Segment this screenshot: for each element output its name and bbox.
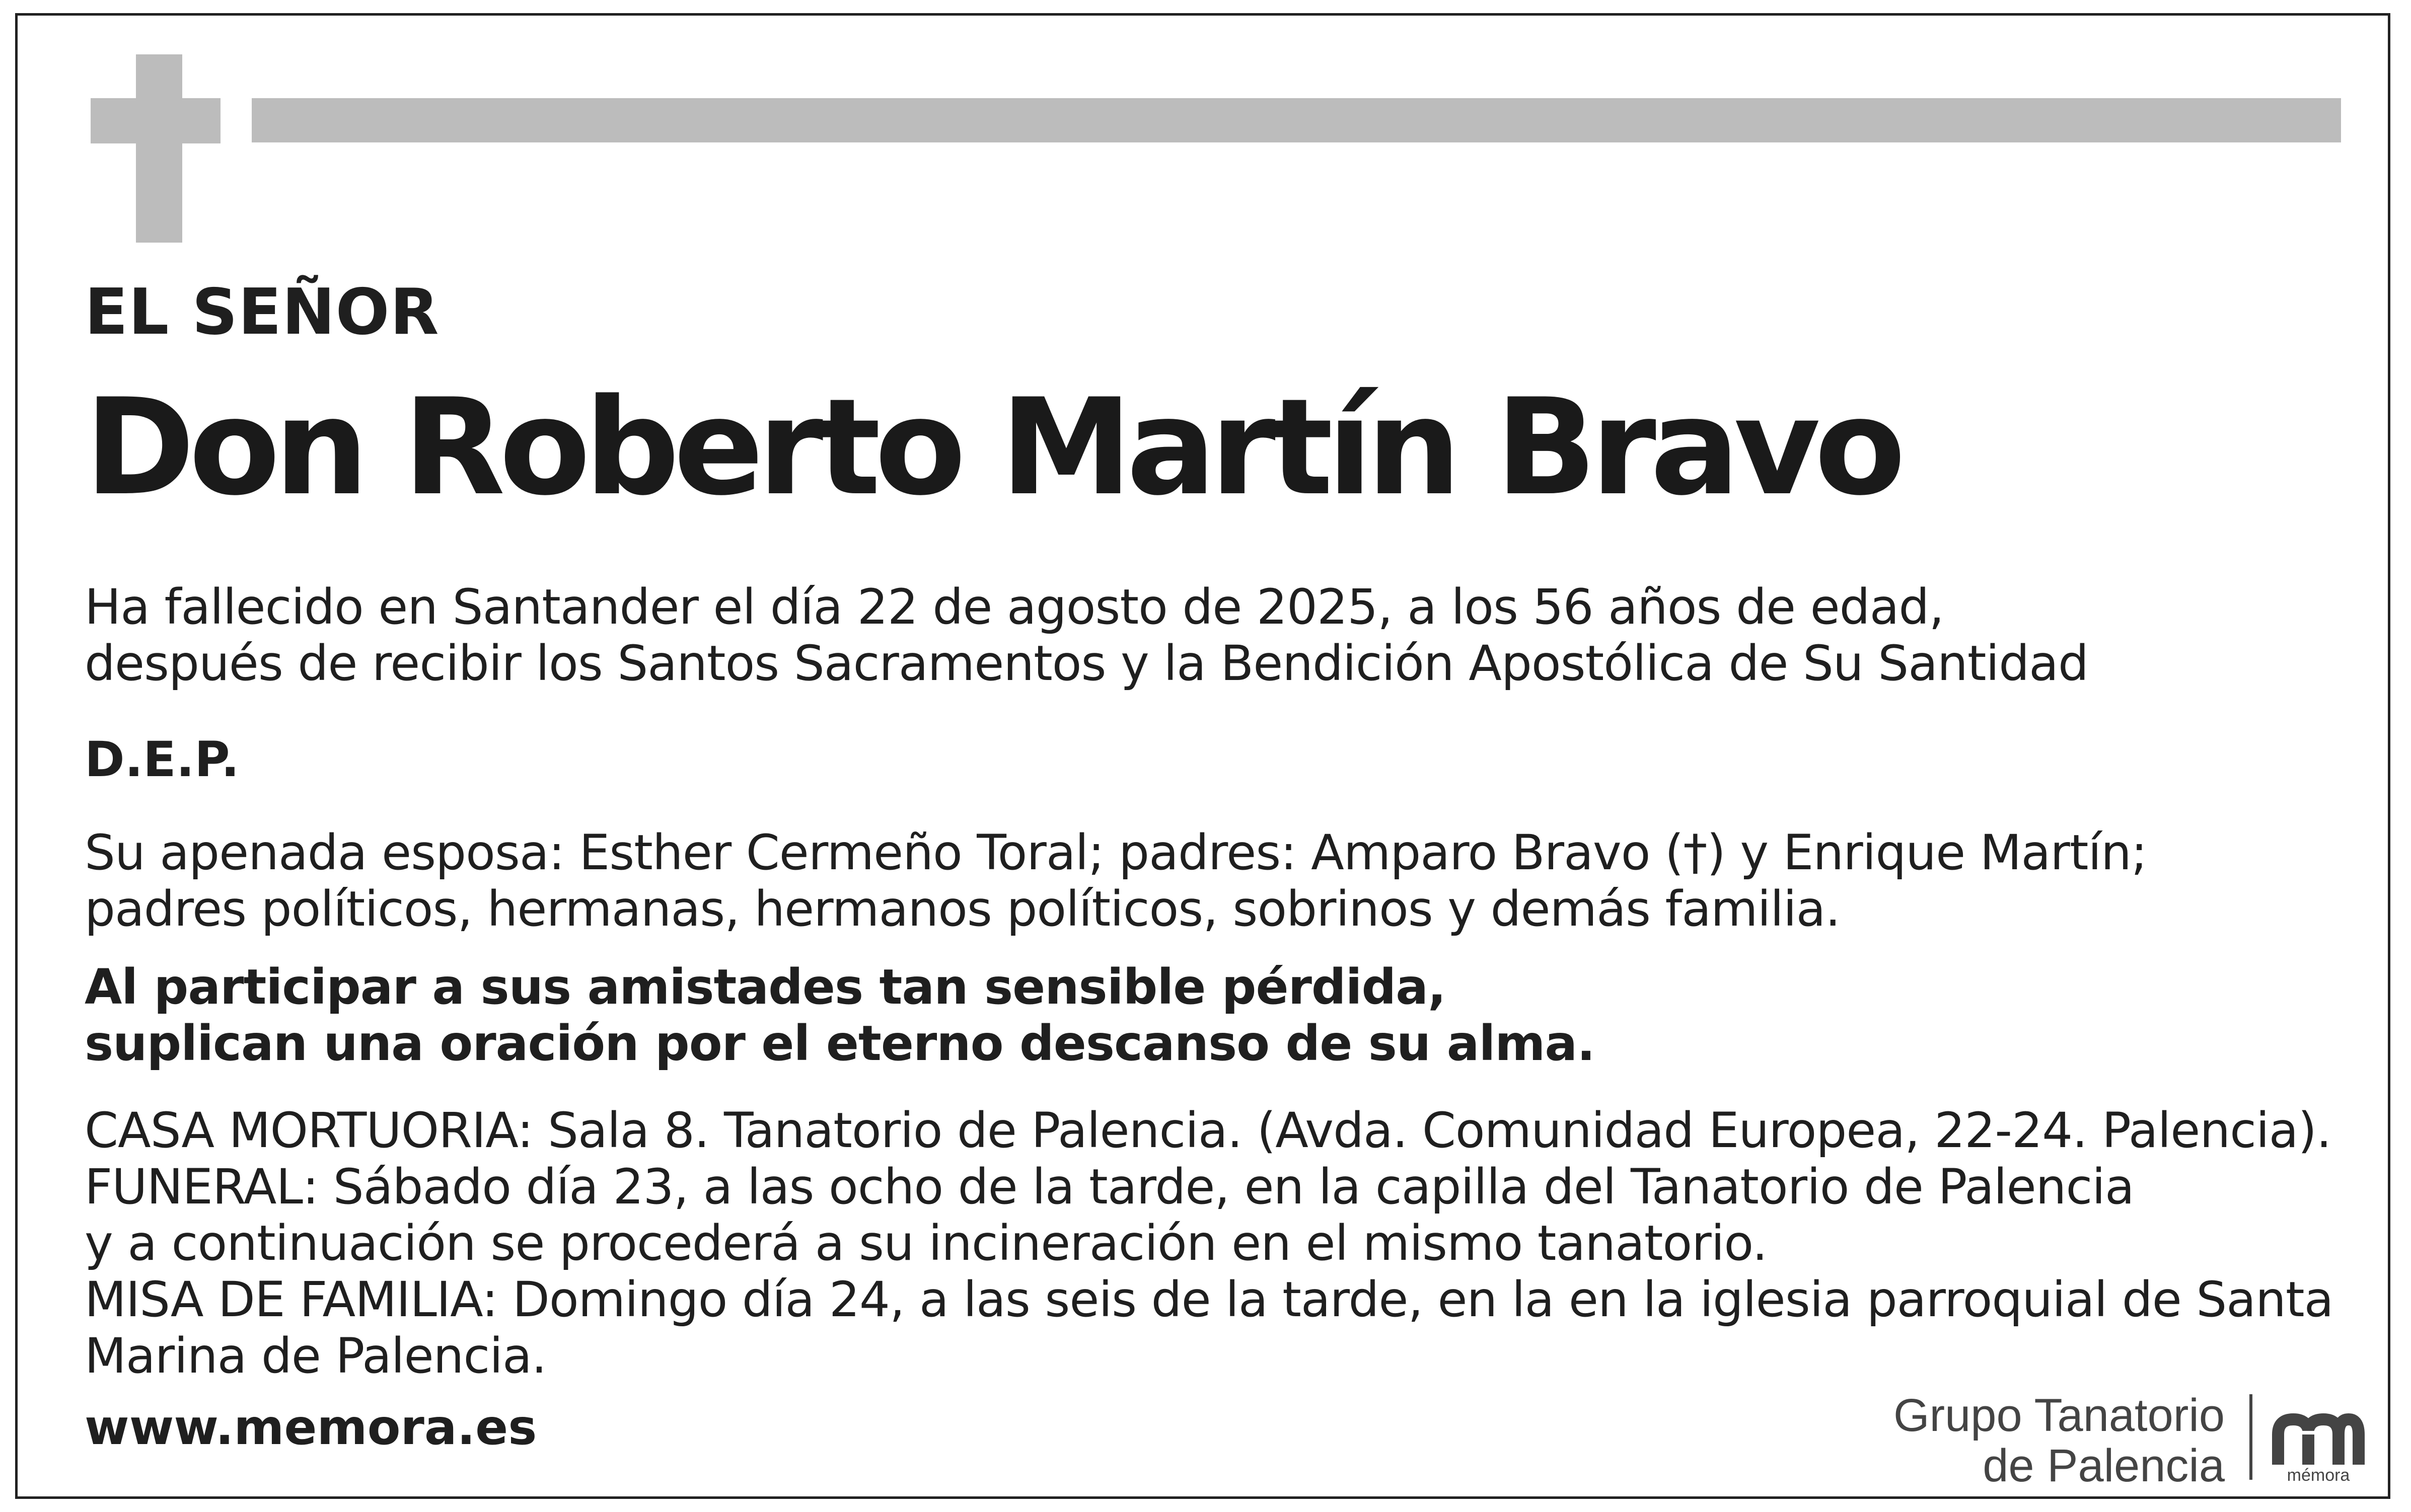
detail-family-mass-cont: Marina de Palencia. <box>85 1328 547 1384</box>
funeral-home-line: Grupo Tanatorio <box>1893 1390 2225 1441</box>
family-list <box>85 824 2147 937</box>
honorific: EL SEÑOR <box>85 275 440 349</box>
detail-funeral-cont: y a continuación se procederá a su incineración en el mismo tanatorio. <box>85 1215 1767 1271</box>
announcement <box>85 579 2088 692</box>
announcement-line: después de recibir los Santos Sacramentos y la Bendición Apostólica de Su Santidad <box>85 635 2088 692</box>
detail-funeral: FUNERAL: Sábado día 23, a las ocho de la tarde, en la capilla del Tanatorio de Palencia <box>85 1159 2134 1215</box>
prayer-request-line: suplican una oración por el eterno descanso de su alma. <box>85 1015 1595 1072</box>
announcement-line: Ha fallecido en Santander el día 22 de agosto de 2025, a los 56 años de edad, <box>85 579 1944 635</box>
deceased-name: Don Roberto Martín Bravo <box>85 370 1900 525</box>
funeral-home-line: de Palencia <box>1983 1440 2225 1491</box>
cross-icon-vertical <box>136 54 182 243</box>
funeral-home-name <box>1893 1390 2225 1491</box>
logo-wordmark: mémora <box>2287 1466 2350 1485</box>
website-link[interactable]: www.memora.es <box>85 1399 537 1456</box>
header-rule <box>252 98 2341 142</box>
rip-label: D.E.P. <box>85 731 240 788</box>
service-details <box>85 1102 2333 1384</box>
family-line: padres políticos, hermanas, hermanos políticos, sobrinos y demás familia. <box>85 881 1840 937</box>
prayer-request <box>85 959 1595 1072</box>
cross-icon-horizontal <box>91 98 221 143</box>
family-line: Su apenada esposa: Esther Cermeño Toral; padres: Amparo Bravo (†) y Enrique Martín; <box>85 824 2147 881</box>
detail-family-mass: MISA DE FAMILIA: Domingo día 24, a las seis de la tarde, en la en la iglesia parroquial de Santa <box>85 1271 2333 1328</box>
brand-divider <box>2249 1394 2252 1480</box>
prayer-request-line: Al participar a sus amistades tan sensible pérdida, <box>85 959 1446 1015</box>
detail-mortuary: CASA MORTUORIA: Sala 8. Tanatorio de Palencia. (Avda. Comunidad Europea, 22-24. Palencia). <box>85 1102 2331 1159</box>
